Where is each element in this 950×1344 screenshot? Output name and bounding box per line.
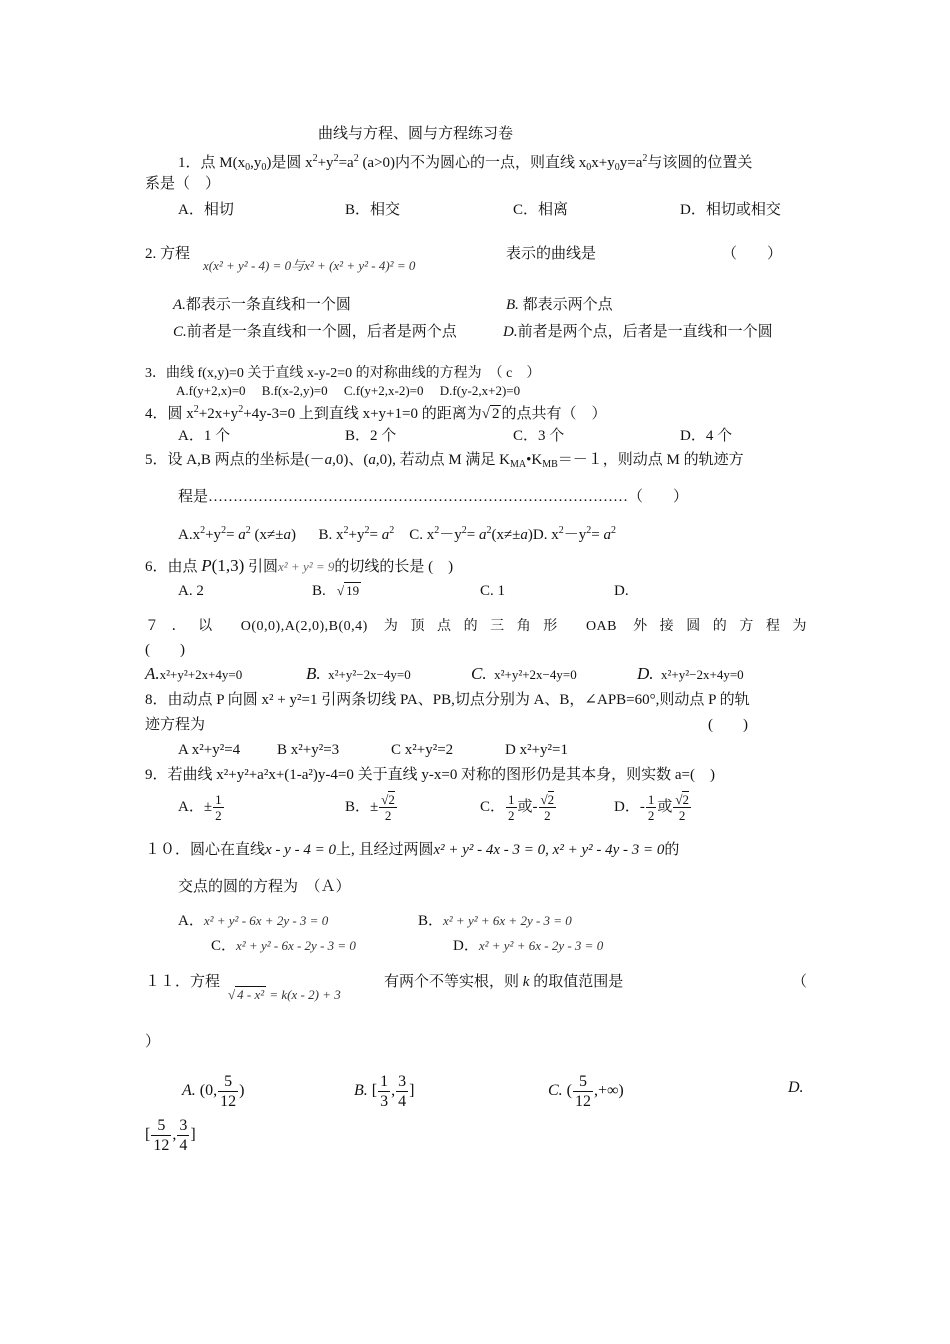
page-title: 曲线与方程、圆与方程练习卷	[318, 126, 514, 142]
q11-option-d: [ $\frac{5}{12}$ , $\frac{3}{4}$ ]	[145, 1117, 196, 1154]
q6-option-a: A. 2	[178, 583, 204, 599]
q11-tail: 有两个不等实根，则 k 的取值范围是	[384, 974, 624, 990]
q5-line2: 程是…………………………………………………………………………（ ）	[178, 489, 689, 505]
q6-option-c: C. 1	[480, 583, 506, 599]
q10-option-c: C．x² + y² - 6x - 2y - 3 = 0	[211, 938, 356, 954]
q2-formula: x(x² + y² - 4) = 0与x² + (x² + y² - 4)² = 0	[203, 258, 416, 273]
q5-option-a: $A.x^2+y^2= a^2$ (x≠±a)	[178, 525, 296, 543]
q2-stem: 2. 方程	[145, 246, 191, 262]
sqrt-symbol: √ 2	[481, 406, 500, 422]
q10-option-b: B．x² + y² + 6x + 2y - 3 = 0	[418, 913, 572, 929]
q7-paren: ( )	[145, 642, 185, 658]
q11-stem: １１．方程	[145, 974, 221, 990]
q2-option-d: D.前者是两个点，后者是一直线和一个圆	[503, 324, 773, 340]
q5-options	[178, 521, 616, 545]
q8-option-b: B x²+y²=3	[277, 742, 340, 758]
q9-option-d: D．- $\frac{1}{2}$ 或 $\frac{√2}{2}$	[614, 792, 689, 823]
q3-stem: 3．曲线 f(x,y)=0 关于直线 x-y-2=0 的对称曲线的方程为 （ c ）	[145, 366, 541, 381]
q1-line1: 1．点 $M(x_0,y_0)$是圆 $x^2+y^2=a^2$ (a>0)内不为圆心的一点，则直线 $x_0x+y_0y=a^2$与该圆的位置关	[178, 153, 753, 173]
q5-option-d: D. $x^2-y^2= a^2$	[532, 525, 616, 543]
q2-option-a: A.都表示一条直线和一个圆	[173, 297, 351, 313]
q1-option-b: B．相交	[345, 202, 401, 218]
q8-option-c: C x²+y²=2	[391, 742, 454, 758]
q6-option-b: B. √ 19	[312, 583, 360, 599]
q8-option-a: A x²+y²=4	[178, 742, 241, 758]
q7-option-a: A.x²+y²+2x+4y=0	[145, 664, 243, 683]
q10-line1: １０．圆心在直线x - y - 4 = 0上, 且经过两圆x² + y² - 4x - 3 = 0, x² + y² - 4y - 3 = 0的	[145, 842, 680, 858]
q2-tail: 表示的曲线是	[506, 246, 597, 262]
sqrt-symbol: √ 19	[337, 583, 360, 598]
q11-option-c: C. ( $\frac{5}{12}$ ,+∞)	[548, 1073, 624, 1110]
q2-paren: （ ）	[722, 246, 783, 262]
q8-line1: 8．由动点 P 向圆 x² + y²=1 引两条切线 PA、PB,切点分别为 A、B，∠APB=60°,则动点 P 的轨	[145, 692, 750, 708]
q4-option-a: A．1 个	[178, 428, 231, 444]
q7-option-b: B. x²+y²−2x−4y=0	[306, 664, 411, 683]
q1-option-d: D．相切或相交	[680, 202, 781, 218]
q10-option-a: A．x² + y² - 6x + 2y - 3 = 0	[178, 913, 329, 929]
q10-line2: 交点的圆的方程为 （Ａ）	[178, 879, 351, 895]
q11-equation: √ 4 - x² = k(x - 2) + 3	[228, 985, 341, 1005]
q6-stem: 6．由点 P(1,3) 引圆x² + y² = 9的切线的长是 ( )	[145, 556, 454, 575]
q5-option-c: C. $x^2-y^2= a^2(x\ne\pm a)$	[409, 525, 533, 543]
q9-option-b: B．± $\frac{√2}{2}$	[345, 792, 395, 823]
q4-option-d: D．4 个	[680, 428, 733, 444]
q8-option-d: D x²+y²=1	[505, 742, 568, 758]
q4-option-b: B．2 个	[345, 428, 397, 444]
q5-line1: 5．设 A,B 两点的坐标是(－a,0)、(a,0), 若动点 M 满足 $K_{MA}•K_{MB}=-1$，则动点 M 的轨迹方	[145, 452, 744, 470]
q11-paren-close: ）	[145, 1034, 161, 1050]
q4-stem: 4．圆 $x^2+2x+y^2+4y-3=0$ 上到直线 x+y+1=0 的距离为√ 2 的点共有（ ）	[145, 404, 607, 422]
q11-option-a: A. (0, $\frac{5}{12}$ )	[182, 1073, 245, 1110]
q8-paren: ( )	[708, 717, 748, 733]
sqrt-symbol: √ 4 - x²	[228, 987, 265, 1002]
q7-option-c: C. x²+y²+2x−4y=0	[471, 664, 577, 683]
q1-option-a: A．相切	[178, 202, 234, 218]
q10-option-d: D．x² + y² + 6x - 2y - 3 = 0	[453, 938, 604, 954]
q1-line2: 系是（ ）	[145, 176, 221, 192]
q9-option-c: C． $\frac{1}{2}$ 或- $\frac{√2}{2}$	[480, 792, 555, 823]
q1-option-c: C．相离	[513, 202, 569, 218]
q11-option-d-label: D.	[788, 1079, 804, 1096]
q7-stem: ７．以 O(0,0),A(2,0),B(0,4) 为顶点的三角形 OAB 外接圆的方程为	[145, 619, 807, 634]
q6-option-d: D.	[614, 583, 629, 599]
q2-option-c: C.前者是一条直线和一个圆，后者是两个点	[173, 324, 457, 340]
q5-option-b: B. $x^2+y^2= a^2$	[318, 525, 395, 543]
q8-line2: 迹方程为	[145, 717, 206, 733]
q11-paren-open: （	[792, 974, 808, 990]
q7-option-d: D. x²+y²−2x+4y=0	[637, 664, 744, 683]
q11-option-b: B. [ $\frac{1}{3}$ , $\frac{3}{4}$ ]	[354, 1073, 415, 1110]
q9-option-a: A．± $\frac{1}{2}$	[178, 792, 222, 823]
q9-stem: 9．若曲线 x²+y²+a²x+(1-a²)y-4=0 关于直线 y-x=0 对称的图形仍是其本身，则实数 a=( )	[145, 767, 715, 783]
q4-option-c: C．3 个	[513, 428, 565, 444]
q3-options: A.f(y+2,x)=0 B.f(x-2,y)=0 C.f(y+2,x-2)=0 D.f(y-2,x+2)=0	[176, 383, 521, 398]
q2-option-b: B. 都表示两个点	[506, 297, 613, 313]
